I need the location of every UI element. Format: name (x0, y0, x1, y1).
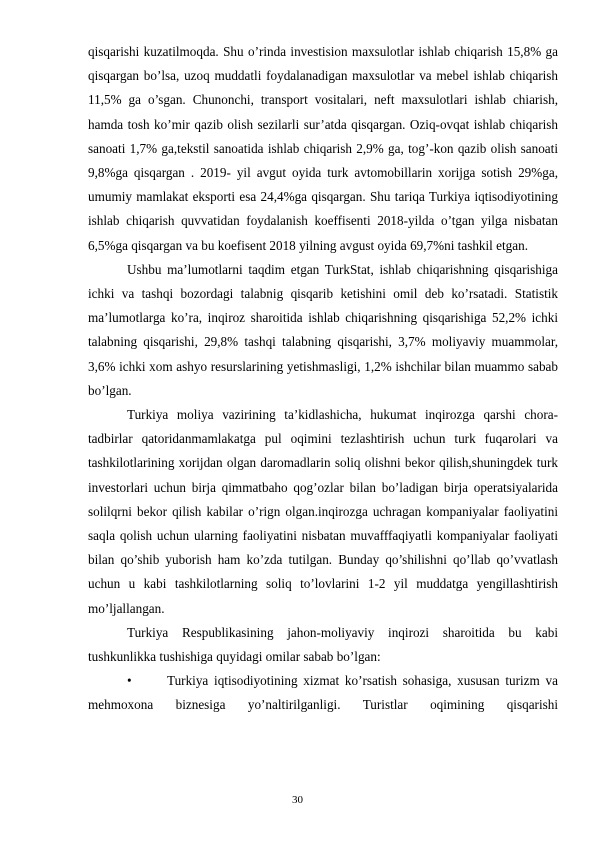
body-text (88, 40, 558, 718)
paragraph-turkstat: Ushbu ma’lumotlarni taqdim etgan TurkStat, ishlab chiqarishning qisqarishiga ichki va tashqi bozordagi talabnig qisqarib ketishini omil deb ko’rsatadi. Statistik ma’lumotlarga ko’ra, inqiroz sharoitida ishlab chiqarishning qisqarishiga 52,2% ichki talabning qisqarishi, 29,8% tashqi talabning qisqarishi, 3,7% moliyaviy muammolar, 3,6% ichki xom ashyo resurslarining yetishmasligi, 1,2% ishchilar bilan muammo sabab bo’lgan. (88, 261, 558, 398)
bullet-marker: • (127, 673, 132, 689)
paragraph-production-decline: qisqarishi kuzatilmoqda. Shu o’rinda investision maxsulotlar ishlab chiqarish 15,8% ga qisqargan bo’lsa, uzoq muddatli foydalanadigan maxsulotlar va mebel ishlab chiqarish 11,5% ga o’sgan. Chunonchi, transport vositalari, neft maxsulotlari ishlab chiarish, hamda tosh ko’mir qazib olish sezilarli sur’atda qisqargan. Oziq-ovqat ishlab chiqarish sanoati 1,7% ga,tekstil sanoatida ishlab chiqarish 2,9% ga, tog’-kon qazib olish sanoati 9,8%ga qisqargan . 2019- yil avgut oyida turk avtomobillarin xorijga sotish 29%ga, umumiy mamlakat eksporti esa 24,4%ga qisqargan. Shu tariqa Turkiya iqtisodiyotining ishlab chiqarish quvvatidan foydalanish koeffisenti 2018-yilda o’tgan yilga nisbatan 6,5%ga qisqargan va bu koefisent 2018 yilning avgust oyida 69,7%ni tashkil etgan. (88, 44, 558, 253)
paragraph-finance-minister: Turkiya moliya vazirining ta’kidlashicha, hukumat inqirozga qarshi chora-tadbirlar qatoridanmamlakatga pul oqimini tezlashtirish uchun turk fuqarolari va tashkilotlarining xorijdan olgan daromadlarin soliq olishni bekor qilish,shuningdek turk investorlari uchun birja qimmatbaho qog’ozlar bilan bo’ladigan birja operatsiyalarida solilqrni bekor qilish kabilar o’rign olgan.inqirozga uchragan kompaniyalar faoliyatini saqla qolish uchun ularning faoliyatini nisbatan muvafffaqiyatli kompaniyalar faoliyati bilan qo’shib yuborish ham ko’zda tutilgan. Bunday qo’shilishni qo’llab qo’vvatlash uchun u kabi tashkilotlarning soliq to’lovlarini 1-2 yil muddatga yengillashtirish mo’ljallangan. (88, 407, 558, 616)
bullet-item-text: Turkiya iqtisodiyotining xizmat ko’rsatish sohasiga, xususan turizm va mehmoxona biznesiga yo’naltirilganligi. Turistlar oqimining qisqarishi (88, 673, 558, 713)
paragraph-factors-intro: Turkiya Respublikasining jahon-moliyaviy inqirozi sharoitida bu kabi tushkunlikka tushishiga quyidagi omilar sabab bo’lgan: (88, 624, 558, 665)
bullet-list-item (88, 669, 558, 717)
page-number: 30 (292, 794, 303, 806)
